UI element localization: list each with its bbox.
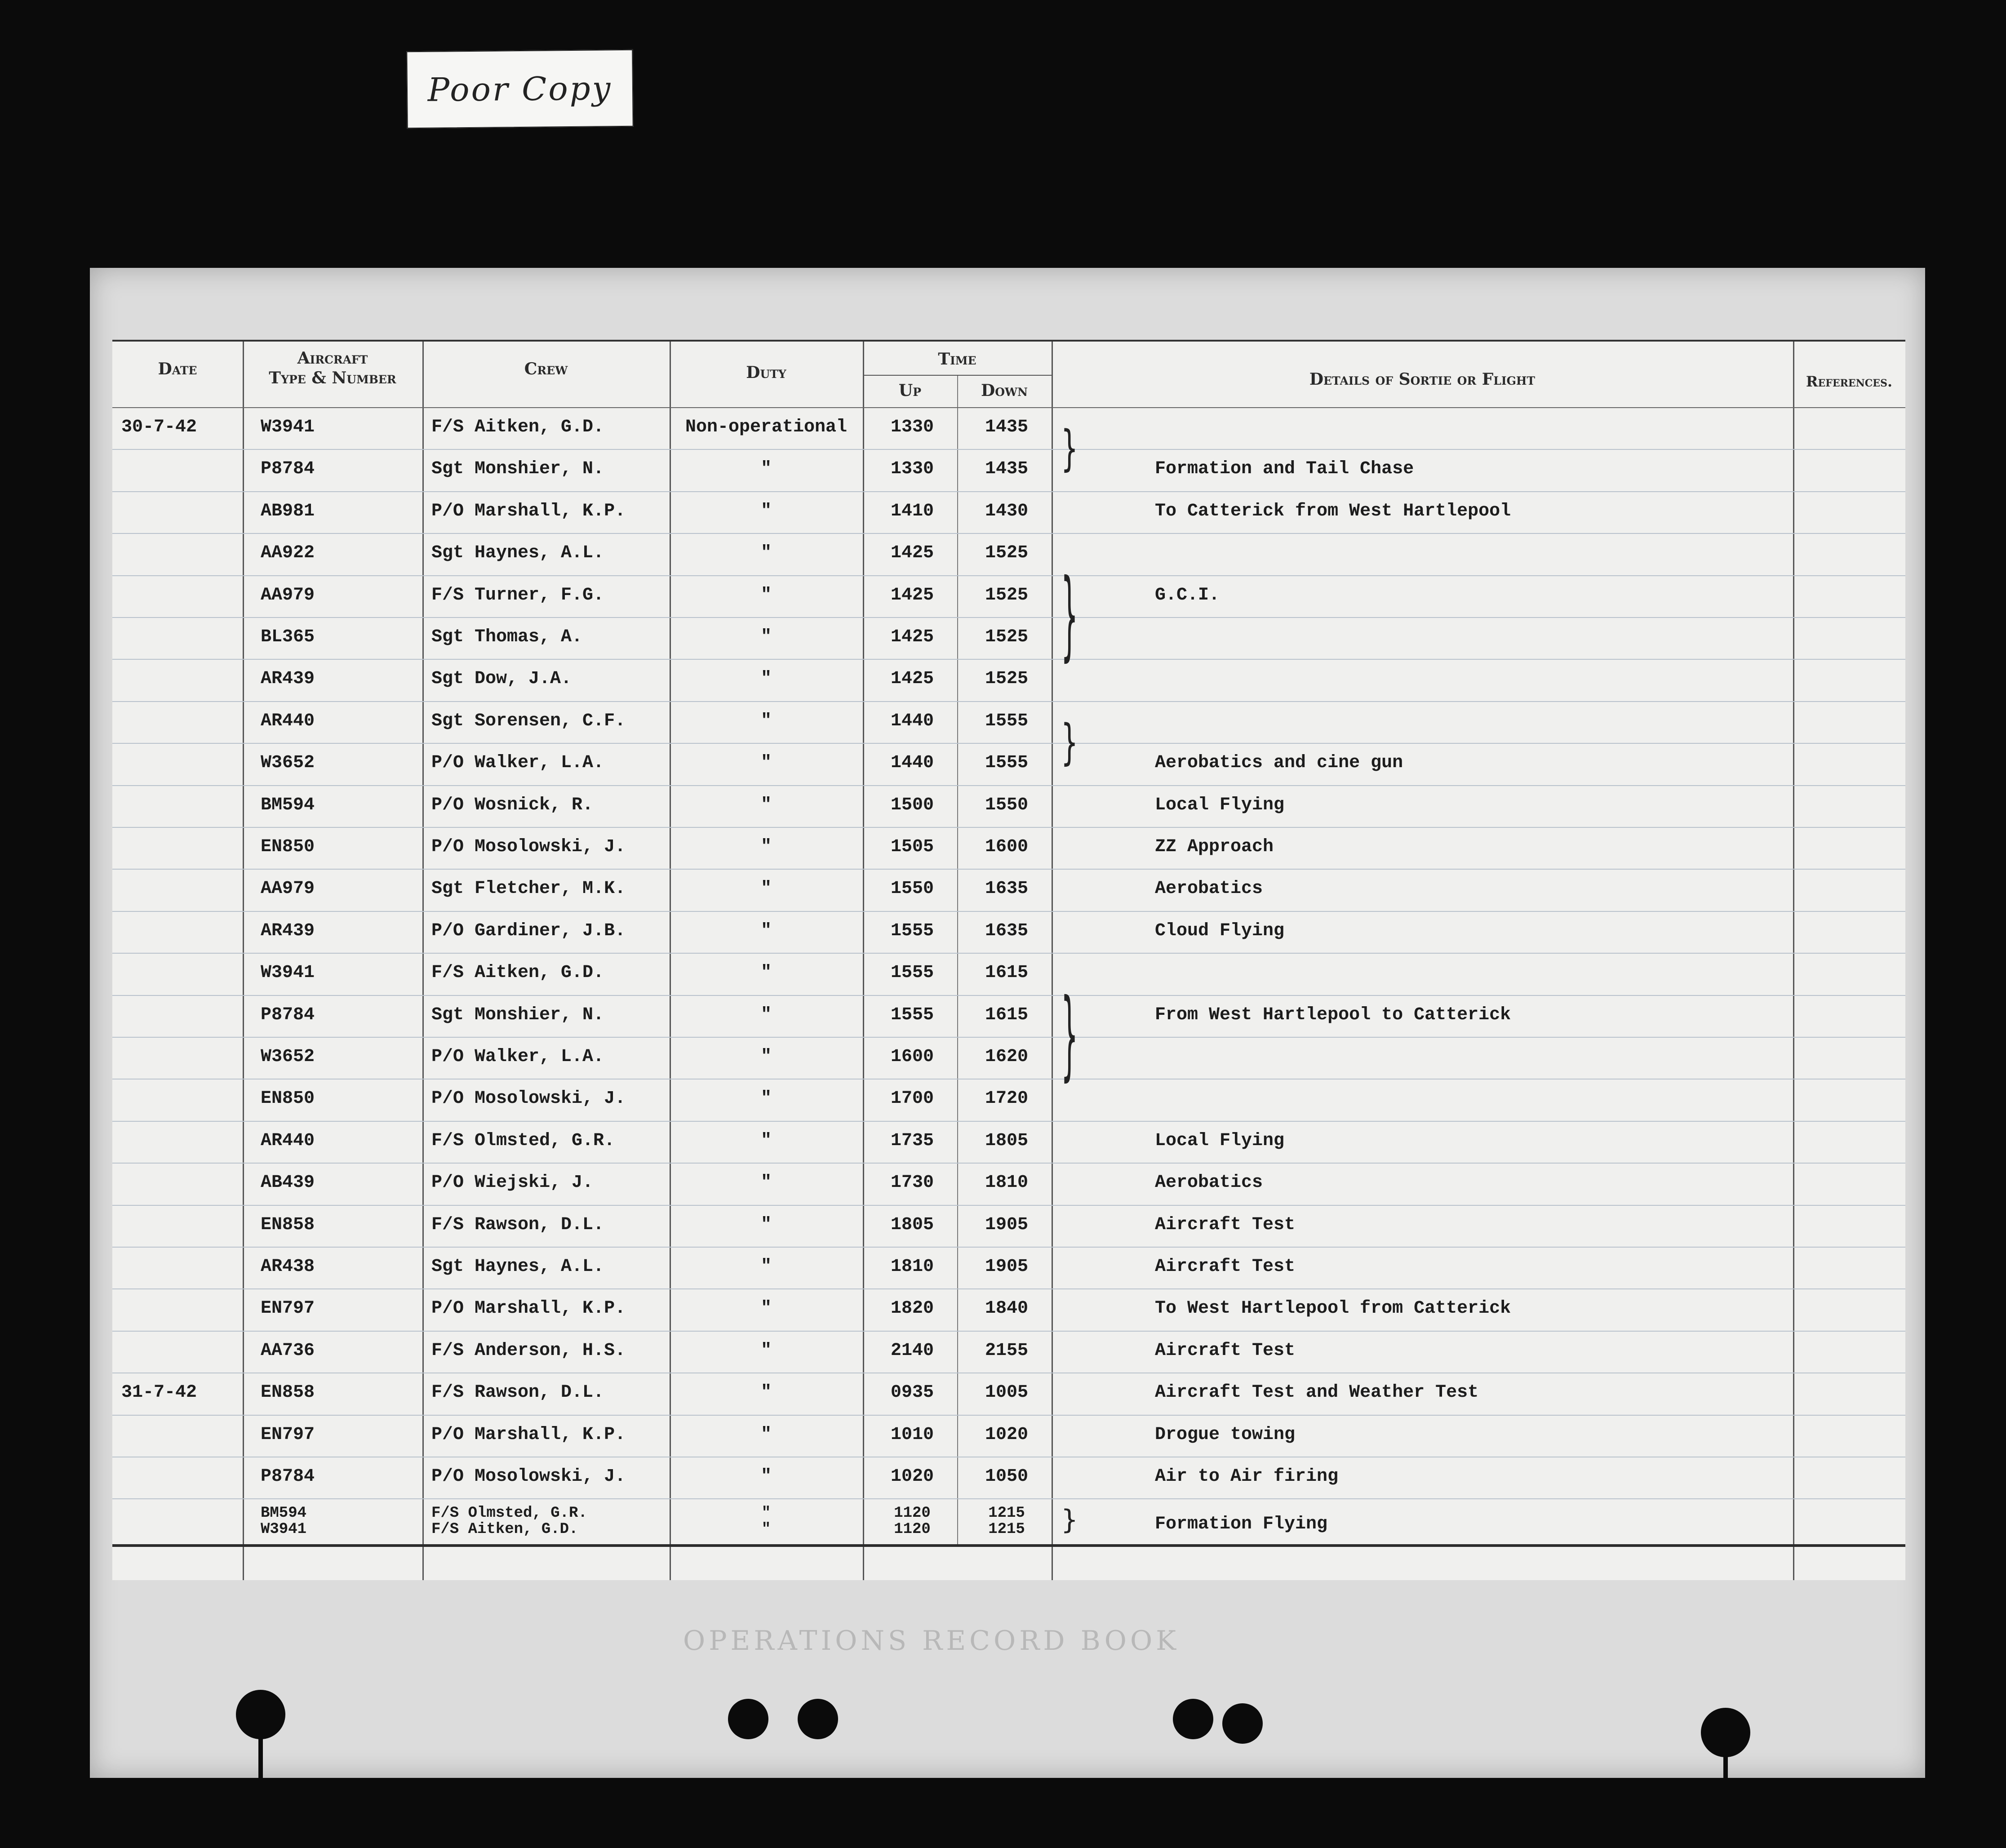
time-up: 1020 xyxy=(890,1466,934,1487)
crew-name: Sgt Monshier, N. xyxy=(431,459,604,480)
time-down: 1525 xyxy=(985,585,1028,605)
column-rule xyxy=(1052,340,1053,1580)
log-date: 30-7-42 xyxy=(121,417,197,437)
aircraft-number: AB439 xyxy=(261,1173,315,1193)
time-down: 1905 xyxy=(985,1257,1028,1277)
crew-name: P/O Walker, L.A. xyxy=(431,753,604,773)
column-rule xyxy=(243,340,244,1580)
duty-value: " xyxy=(760,669,772,689)
aircraft-number: EN858 xyxy=(261,1214,315,1235)
crew-name: F/S Aitken, G.D. xyxy=(431,963,604,983)
time-up: 1805 xyxy=(890,1214,934,1235)
duty-value: " xyxy=(760,501,772,521)
log-date xyxy=(121,533,234,573)
duty-ditto: " xyxy=(761,1522,771,1537)
duty-value: " xyxy=(760,1257,772,1277)
log-date xyxy=(121,743,234,783)
header-duty: Duty xyxy=(746,363,786,382)
time-up: 1735 xyxy=(890,1130,934,1151)
crew-name: F/S Aitken, G.D. xyxy=(431,417,604,437)
duty-value: " xyxy=(760,795,772,815)
row-rule xyxy=(112,1498,1905,1499)
time-up: 1425 xyxy=(890,669,934,689)
crew-name: P/O Mosolowski, J. xyxy=(431,1466,626,1487)
header-time: Time xyxy=(938,350,976,369)
time-down: 1435 xyxy=(985,459,1028,480)
time-up: 1440 xyxy=(890,711,934,731)
aircraft-number: W3652 xyxy=(261,753,315,773)
log-date xyxy=(121,1247,234,1287)
header-up: Up xyxy=(898,381,922,400)
time-down: 1525 xyxy=(985,543,1028,564)
crew-name: Sgt Haynes, A.L. xyxy=(431,543,604,564)
duty-value: " xyxy=(760,585,772,605)
sortie-details: Aircraft Test xyxy=(1155,1340,1296,1361)
time-down: 1555 xyxy=(985,711,1028,731)
log-date xyxy=(121,1415,234,1455)
crew-name: F/S Turner, F.G. xyxy=(431,585,604,605)
column-rule xyxy=(863,340,864,1580)
duty-value: " xyxy=(760,753,772,773)
duty-value: " xyxy=(760,711,772,731)
time-up: 1820 xyxy=(890,1298,934,1319)
log-date xyxy=(121,1079,234,1119)
aircraft-number: AR440 xyxy=(261,1130,315,1151)
time-up: 1410 xyxy=(890,501,934,521)
duty-value: " xyxy=(760,963,772,983)
aircraft-number: W3941 xyxy=(261,963,315,983)
aircraft-number: AA736 xyxy=(261,1340,315,1361)
time-up: 1330 xyxy=(890,459,934,480)
aircraft-number: EN850 xyxy=(261,1088,315,1109)
log-date: 31-7-42 xyxy=(121,1382,197,1403)
duty-value: " xyxy=(760,1298,772,1319)
header-crew: Crew xyxy=(524,360,568,378)
duty-value: " xyxy=(760,920,772,941)
aircraft-number: BM594 xyxy=(261,1506,307,1521)
duty-value: " xyxy=(760,1382,772,1403)
aircraft-number: EN797 xyxy=(261,1424,315,1445)
log-date xyxy=(121,995,234,1035)
column-rule xyxy=(957,376,958,1544)
sortie-details: Aerobatics xyxy=(1155,879,1263,899)
duty-value: " xyxy=(760,879,772,899)
aircraft-number: EN850 xyxy=(261,837,315,857)
sortie-details xyxy=(1101,617,1865,657)
log-date xyxy=(121,617,234,657)
time-down: 1050 xyxy=(985,1466,1028,1487)
duty-value: Non-operational xyxy=(685,417,848,437)
header-down: Down xyxy=(981,381,1028,400)
duty-value: " xyxy=(760,1047,772,1067)
duty-value: " xyxy=(760,543,772,564)
log-date xyxy=(121,659,234,699)
time-up: 1600 xyxy=(890,1047,934,1067)
sortie-details: Formation and Tail Chase xyxy=(1155,459,1414,480)
sortie-details: Aerobatics xyxy=(1155,1173,1263,1193)
crew-name: P/O Mosolowski, J. xyxy=(431,837,626,857)
crew-name: Sgt Monshier, N. xyxy=(431,1004,604,1025)
time-up: 1425 xyxy=(890,627,934,647)
time-down: 1805 xyxy=(985,1130,1028,1151)
time-up: 1425 xyxy=(890,543,934,564)
time-up: 1500 xyxy=(890,795,934,815)
duty-value: " xyxy=(760,1340,772,1361)
time-up: 1120 xyxy=(894,1522,931,1537)
time-up: 1550 xyxy=(890,879,934,899)
time-down: 1215 xyxy=(988,1522,1025,1537)
sortie-details xyxy=(1101,659,1865,699)
time-up: 1555 xyxy=(890,920,934,941)
group-brace: } xyxy=(1061,420,1078,477)
aircraft-number: AR440 xyxy=(261,711,315,731)
group-brace: } xyxy=(1061,1504,1078,1536)
header-references: References. xyxy=(1806,373,1893,390)
crew-name: Sgt Haynes, A.L. xyxy=(431,1257,604,1277)
time-up: 1330 xyxy=(890,417,934,437)
crew-name: F/S Aitken, G.D. xyxy=(431,1522,578,1537)
header-aircraft-line1: Aircraft xyxy=(297,349,368,368)
aircraft-number: W3941 xyxy=(261,417,315,437)
log-date xyxy=(121,1331,234,1371)
crew-name: P/O Marshall, K.P. xyxy=(431,1424,626,1445)
duty-value: " xyxy=(760,627,772,647)
crew-name: P/O Walker, L.A. xyxy=(431,1047,604,1067)
time-down: 1435 xyxy=(985,417,1028,437)
crew-name: F/S Anderson, H.S. xyxy=(431,1340,626,1361)
crew-name: F/S Olmsted, G.R. xyxy=(431,1506,587,1521)
crew-name: Sgt Sorensen, C.F. xyxy=(431,711,626,731)
time-down: 1005 xyxy=(985,1382,1028,1403)
aircraft-number: P8784 xyxy=(261,459,315,480)
duty-value: " xyxy=(760,459,772,480)
sortie-details: ZZ Approach xyxy=(1155,837,1274,857)
time-down: 1635 xyxy=(985,879,1028,899)
aircraft-number: AA979 xyxy=(261,585,315,605)
group-brace: } xyxy=(1061,714,1078,771)
sortie-details xyxy=(1101,533,1865,573)
operations-record-form xyxy=(112,340,1905,1580)
aircraft-number: AB981 xyxy=(261,501,315,521)
time-down: 1555 xyxy=(985,753,1028,773)
crew-name: F/S Olmsted, G.R. xyxy=(431,1130,615,1151)
sortie-details: Aerobatics and cine gun xyxy=(1155,753,1403,773)
time-down: 1720 xyxy=(985,1088,1028,1109)
aircraft-number: P8784 xyxy=(261,1466,315,1487)
duty-ditto: " xyxy=(761,1506,771,1521)
group-brace: } xyxy=(1061,979,1078,1093)
time-down: 1615 xyxy=(985,963,1028,983)
sortie-details: Air to Air firing xyxy=(1155,1466,1339,1487)
aircraft-number: AA922 xyxy=(261,543,315,564)
aircraft-number: AR439 xyxy=(261,669,315,689)
aircraft-number: EN858 xyxy=(261,1382,315,1403)
time-up: 0935 xyxy=(890,1382,934,1403)
log-date xyxy=(121,1121,234,1161)
crew-name: P/O Wiejski, J. xyxy=(431,1173,594,1193)
duty-value: " xyxy=(760,1173,772,1193)
header-top-rule xyxy=(112,340,1905,342)
sortie-details: Drogue towing xyxy=(1155,1424,1296,1445)
aircraft-number: AR439 xyxy=(261,920,315,941)
binder-hole xyxy=(728,1699,768,1739)
log-date xyxy=(121,911,234,951)
header-date: Date xyxy=(158,360,197,378)
log-date xyxy=(121,449,234,489)
sortie-details: Formation Flying xyxy=(1155,1514,1328,1534)
time-down: 1905 xyxy=(985,1214,1028,1235)
time-up: 1505 xyxy=(890,837,934,857)
binder-hole xyxy=(1173,1699,1213,1739)
binder-hole xyxy=(236,1690,285,1739)
log-date xyxy=(121,491,234,532)
duty-value: " xyxy=(760,1214,772,1235)
time-down: 1020 xyxy=(985,1424,1028,1445)
time-down: 1525 xyxy=(985,627,1028,647)
log-date xyxy=(121,1457,234,1497)
log-date xyxy=(121,1205,234,1245)
aircraft-number: P8784 xyxy=(261,1004,315,1025)
sortie-details xyxy=(1101,953,1865,993)
log-date xyxy=(121,701,234,742)
crew-name: Sgt Thomas, A. xyxy=(431,627,583,647)
time-down: 1620 xyxy=(985,1047,1028,1067)
sortie-details xyxy=(1101,701,1865,742)
time-down: 1215 xyxy=(988,1506,1025,1521)
sortie-details: G.C.I. xyxy=(1155,585,1220,605)
time-up: 1440 xyxy=(890,753,934,773)
sortie-details: To West Hartlepool from Catterick xyxy=(1155,1298,1511,1319)
faded-book-title: OPERATIONS RECORD BOOK xyxy=(683,1625,1180,1657)
log-date xyxy=(121,785,234,826)
sortie-details: Local Flying xyxy=(1155,795,1285,815)
duty-value: " xyxy=(760,837,772,857)
time-down: 1635 xyxy=(985,920,1028,941)
sortie-details: From West Hartlepool to Catterick xyxy=(1155,1004,1511,1025)
sortie-details xyxy=(1101,1079,1865,1119)
log-date xyxy=(121,1163,234,1203)
time-up: 1555 xyxy=(890,1004,934,1025)
sortie-details: Cloud Flying xyxy=(1155,920,1285,941)
time-down: 1525 xyxy=(985,669,1028,689)
crew-name: P/O Marshall, K.P. xyxy=(431,1298,626,1319)
time-down: 1550 xyxy=(985,795,1028,815)
form-bottom-rule xyxy=(112,1544,1905,1547)
time-down: 1430 xyxy=(985,501,1028,521)
log-date xyxy=(121,953,234,993)
aircraft-number: AR438 xyxy=(261,1257,315,1277)
crew-name: F/S Rawson, D.L. xyxy=(431,1214,604,1235)
group-brace: } xyxy=(1061,559,1078,673)
binder-hole xyxy=(798,1699,838,1739)
time-up: 1425 xyxy=(890,585,934,605)
time-up: 1120 xyxy=(894,1506,931,1521)
poor-copy-stamp: Poor Copy xyxy=(406,49,633,129)
sortie-details: Local Flying xyxy=(1155,1130,1285,1151)
aircraft-number: EN797 xyxy=(261,1298,315,1319)
duty-value: " xyxy=(760,1088,772,1109)
time-up: 1810 xyxy=(890,1257,934,1277)
crew-name: P/O Wosnick, R. xyxy=(431,795,594,815)
log-date xyxy=(121,827,234,867)
aircraft-number: W3652 xyxy=(261,1047,315,1067)
aircraft-number: BM594 xyxy=(261,795,315,815)
header-aircraft-line2: Type & Number xyxy=(269,369,396,387)
log-date xyxy=(121,869,234,909)
time-down: 1600 xyxy=(985,837,1028,857)
binder-hole xyxy=(1701,1708,1750,1757)
crew-name: Sgt Dow, J.A. xyxy=(431,669,572,689)
time-up: 1730 xyxy=(890,1173,934,1193)
sortie-details: Aircraft Test xyxy=(1155,1214,1296,1235)
duty-value: " xyxy=(760,1004,772,1025)
sortie-details: To Catterick from West Hartlepool xyxy=(1155,501,1511,521)
crew-name: P/O Gardiner, J.B. xyxy=(431,920,626,941)
crew-name: F/S Rawson, D.L. xyxy=(431,1382,604,1403)
time-down: 2155 xyxy=(985,1340,1028,1361)
duty-value: " xyxy=(760,1424,772,1445)
crew-name: Sgt Fletcher, M.K. xyxy=(431,879,626,899)
binder-hole-slot xyxy=(258,1735,263,1789)
time-down: 1615 xyxy=(985,1004,1028,1025)
duty-value: " xyxy=(760,1130,772,1151)
sortie-details: Aircraft Test and Weather Test xyxy=(1155,1382,1479,1403)
time-down: 1840 xyxy=(985,1298,1028,1319)
time-up: 1555 xyxy=(890,963,934,983)
aircraft-number: AA979 xyxy=(261,879,315,899)
aircraft-number: BL365 xyxy=(261,627,315,647)
crew-name: P/O Mosolowski, J. xyxy=(431,1088,626,1109)
sortie-details xyxy=(1101,407,1865,448)
aircraft-number: W3941 xyxy=(261,1522,307,1537)
time-down: 1810 xyxy=(985,1173,1028,1193)
log-date xyxy=(121,1288,234,1329)
log-date xyxy=(121,1037,234,1077)
crew-name: P/O Marshall, K.P. xyxy=(431,501,626,521)
time-subheader-rule xyxy=(863,375,1052,376)
duty-value: " xyxy=(760,1466,772,1487)
sortie-details xyxy=(1101,1037,1865,1077)
binder-hole xyxy=(1222,1703,1263,1744)
log-date xyxy=(121,575,234,616)
record-sheet xyxy=(90,268,1925,1778)
time-up: 2140 xyxy=(890,1340,934,1361)
time-up: 1700 xyxy=(890,1088,934,1109)
column-rule xyxy=(670,340,671,1580)
sortie-details: Aircraft Test xyxy=(1155,1257,1296,1277)
header-details: Details of Sortie or Flight xyxy=(1309,370,1536,389)
binder-hole-slot xyxy=(1723,1753,1728,1807)
final-entry xyxy=(112,1502,1905,1542)
time-up: 1010 xyxy=(890,1424,934,1445)
